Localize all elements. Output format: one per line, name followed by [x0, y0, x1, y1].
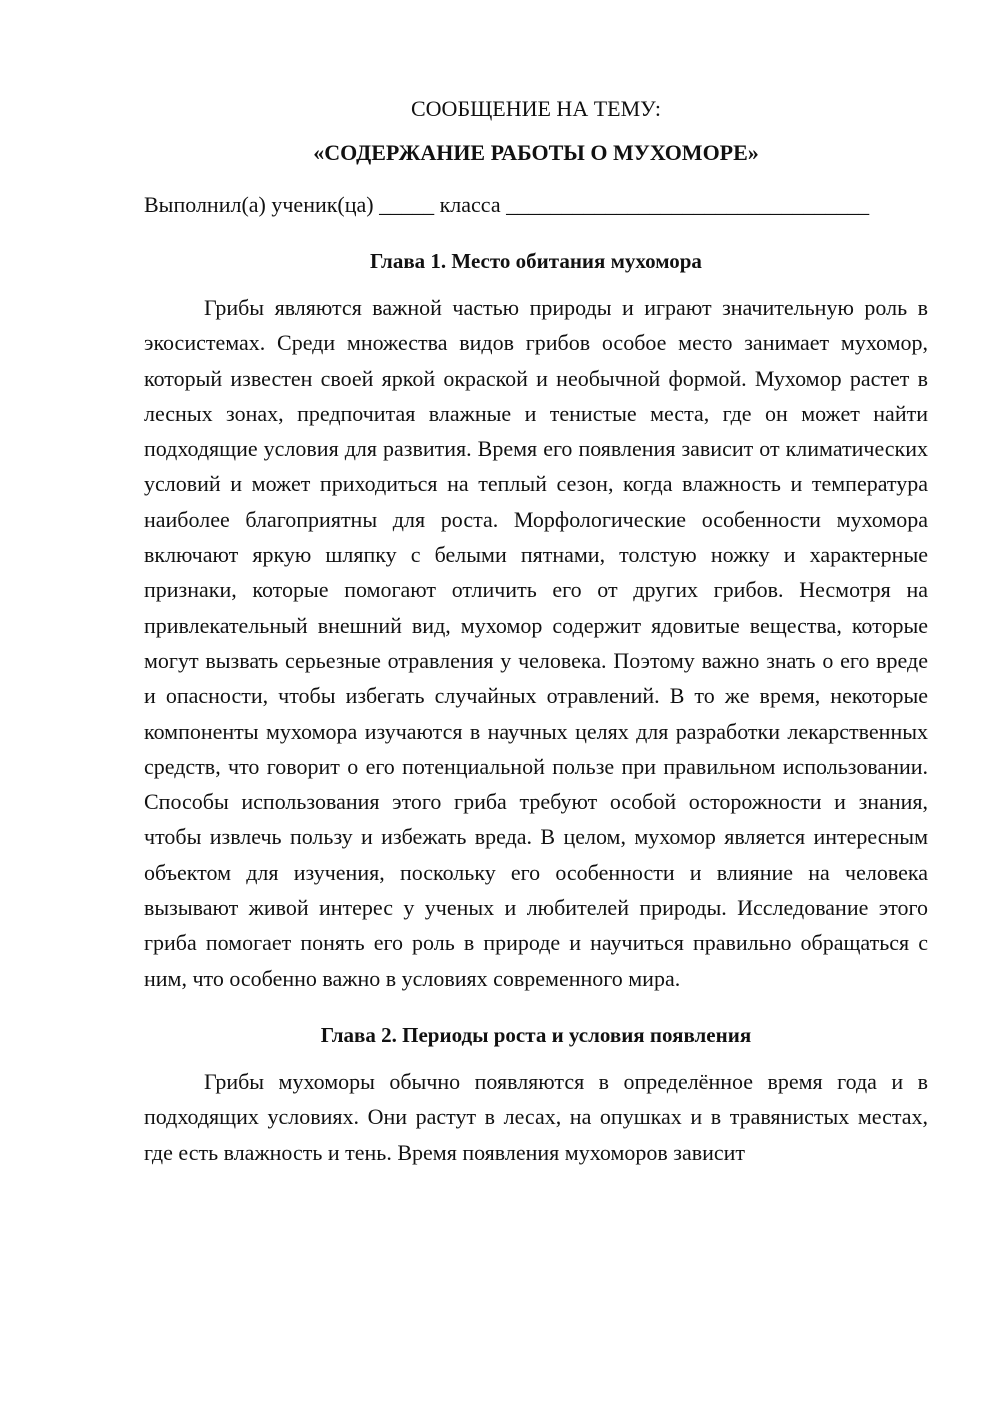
- chapter-1-paragraph: Грибы являются важной частью природы и играют значительную роль в экосистемах. Среди множества видов грибов особое место занимает мухомор, который известен своей яркой окраской и необычной формой. Мухомор растет в лесных зонах, предпочитая влажные и тенистые места, где он может найти подходящие условия для развития. Время его появления зависит от климатических условий и может приходиться на теплый сезон, когда влажность и температура наиболее благоприятны для роста. Морфологические особенности мухомора включают яркую шляпку с белыми пятнами, толстую ножку и характерные признаки, которые помогают отличить его от других грибов. Несмотря на привлекательный внешний вид, мухомор содержит ядовитые вещества, которые могут вызвать серьезные отравления у человека. Поэтому важно знать о его вреде и опасности, чтобы избегать случайных отравлений. В то же время, некоторые компоненты мухомора изучаются в научных целях для разработки лекарственных средств, что говорит о его потенциальной пользе при правильном использовании. Способы использования этого гриба требуют особой осторожности и знания, чтобы извлечь пользу и избежать вреда. В целом, мухомор является интересным объектом для изучения, поскольку его особенности и влияние на человека вызывают живой интерес у ученых и любителей природы. Исследование этого гриба помогает понять его роль в природе и научиться правильно обращаться с ним, что особенно важно в условиях современного мира.: [144, 295, 928, 991]
- chapter-2-heading: Глава 2. Периоды роста и условия появления: [320, 1022, 752, 1047]
- chapter-1-heading: Глава 1. Место обитания мухомора: [370, 249, 702, 273]
- author-line: Выполнил(а) ученик(ца) _____ класса _________________________________: [144, 192, 870, 217]
- document-title-topic: СООБЩЕНИЕ НА ТЕМУ:: [411, 96, 661, 121]
- document-title-subject: «СОДЕРЖАНИЕ РАБОТЫ О МУХОМОРЕ»: [313, 140, 759, 165]
- document-page: [144, 92, 928, 1170]
- chapter-2-paragraph: Грибы мухоморы обычно появляются в определённое время года и в подходящих условиях. Они растут в лесах, на опушках и в травянистых местах, где есть влажность и тень. Время появления мухоморов зависит: [144, 1068, 928, 1165]
